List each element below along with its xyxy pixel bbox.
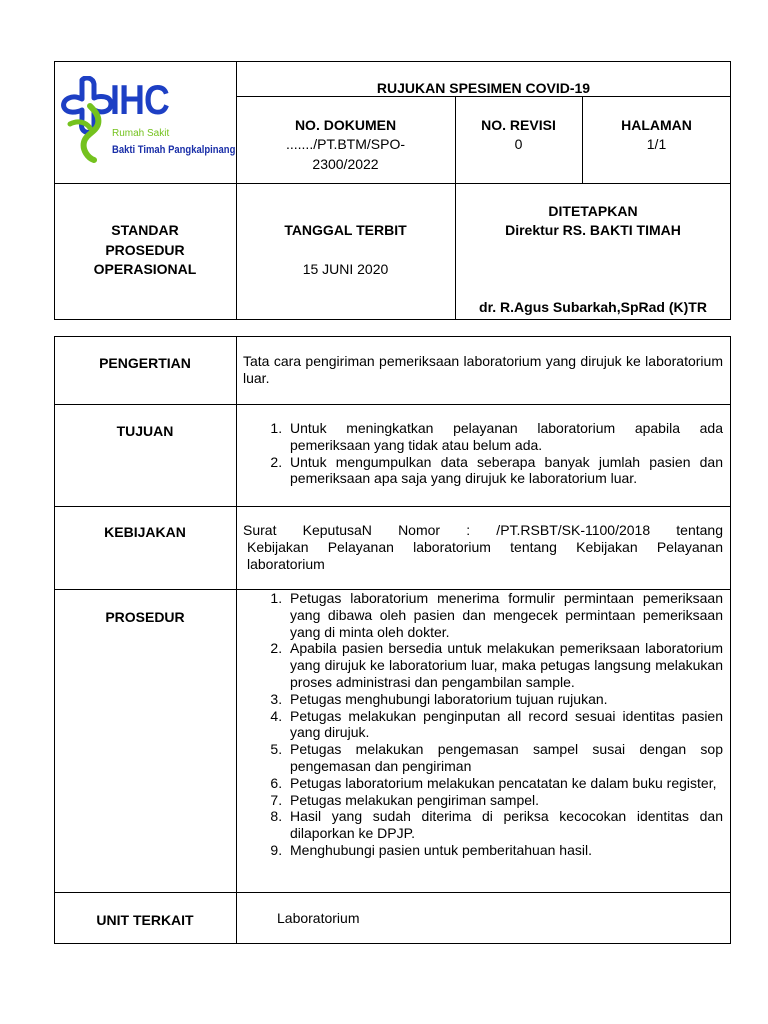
tanggal-terbit-label: TANGGAL TERBIT bbox=[284, 222, 407, 238]
no-dokumen-value-cont: 2300/2022 bbox=[312, 156, 379, 172]
pengertian-text: Tata cara pengiriman pemeriksaan laboratorium yang dirujuk ke laboratorium luar. bbox=[243, 353, 723, 386]
kebijakan-text-line2: Kebijakan Pelayanan laboratorium tentang Kebijakan Pelayanan bbox=[247, 539, 723, 555]
halaman-value: 1/1 bbox=[646, 136, 667, 152]
content-divider bbox=[54, 506, 731, 507]
document-title: RUJUKAN SPESIMEN COVID-19 bbox=[376, 80, 591, 96]
content-divider bbox=[54, 892, 731, 893]
unit-terkait-label: UNIT TERKAIT bbox=[96, 912, 194, 928]
prosedur-list bbox=[261, 590, 723, 859]
no-revisi-value: 0 bbox=[514, 136, 523, 152]
list-item: 1. Petugas laboratorium menerima formulir permintaan pemeriksaan yang dibawa oleh pasien dan mengecek permintaan pemeriksaan yang di minta oleh dokter. bbox=[286, 590, 723, 640]
spo-label-line2: PROSEDUR bbox=[105, 242, 185, 258]
list-item: 5. Petugas melakukan pengemasan sampel susai dengan sop pengemasan dan pengiriman bbox=[286, 741, 723, 775]
hospital-logo bbox=[58, 72, 234, 172]
list-item: 2. Apabila pasien bersedia untuk melakukan pemeriksaan laboratorium yang dirujuk ke laboratorium luar, maka petugas langsung melakukan proses administrasi dan pengambilan sample. bbox=[286, 640, 723, 690]
no-revisi-label: NO. REVISI bbox=[481, 117, 556, 133]
no-dokumen-label: NO. DOKUMEN bbox=[294, 117, 397, 133]
list-item: 1. Untuk meningkatkan pelayanan laboratorium apabila ada pemeriksaan yang tidak atau belum ada. bbox=[286, 420, 723, 454]
logo-brand: IHC bbox=[110, 76, 169, 123]
list-item: 3. Petugas menghubungi laboratorium tujuan rujukan. bbox=[286, 691, 723, 708]
kebijakan-text-line3: laboratorium bbox=[247, 556, 325, 572]
kebijakan-text-line1: Surat KeputusaN Nomor : /PT.RSBT/SK-1100/2018 tentang bbox=[243, 522, 723, 538]
header-divider bbox=[236, 61, 237, 320]
no-dokumen-value: ......./PT.BTM/SPO- bbox=[285, 136, 405, 152]
unit-terkait-value: Laboratorium bbox=[277, 910, 360, 926]
content-divider bbox=[236, 336, 237, 944]
ditetapkan-by: Direktur RS. BAKTI TIMAH bbox=[505, 222, 681, 238]
signatory-name: dr. R.Agus Subarkah,SpRad (K)TR bbox=[479, 299, 707, 315]
spo-label-line3: OPERASIONAL bbox=[93, 261, 197, 277]
list-item: 6. Petugas laboratorium melakukan pencatatan ke dalam buku register, bbox=[286, 775, 723, 792]
tujuan-label: TUJUAN bbox=[116, 423, 174, 439]
spo-label-line1: STANDAR bbox=[111, 222, 179, 238]
list-item: 8. Hasil yang sudah diterima di periksa kecocokan identitas dan dilaporkan ke DPJP. bbox=[286, 808, 723, 842]
list-item: 4. Petugas melakukan penginputan all record sesuai identitas pasien yang dirujuk. bbox=[286, 708, 723, 742]
pengertian-label: PENGERTIAN bbox=[99, 355, 191, 371]
list-item: 2. Untuk mengumpulkan data seberapa banyak jumlah pasien dan pemeriksaan apa saja yang dirujuk ke laboratorium luar. bbox=[286, 454, 723, 488]
tujuan-list bbox=[261, 420, 723, 487]
ditetapkan-label: DITETAPKAN bbox=[548, 203, 638, 219]
tanggal-terbit-value: 15 JUNI 2020 bbox=[302, 261, 389, 277]
ihc-cross-icon bbox=[60, 76, 116, 164]
halaman-label: HALAMAN bbox=[621, 117, 692, 133]
content-divider bbox=[54, 404, 731, 405]
logo-line1: Rumah Sakit bbox=[112, 128, 170, 139]
kebijakan-label: KEBIJAKAN bbox=[104, 524, 186, 540]
prosedur-label: PROSEDUR bbox=[105, 609, 185, 625]
list-item: 7. Petugas melakukan pengiriman sampel. bbox=[286, 792, 723, 809]
header-divider bbox=[54, 183, 731, 184]
logo-line2: Bakti Timah Pangkalpinang bbox=[112, 144, 236, 156]
list-item: 9. Menghubungi pasien untuk pemberitahuan hasil. bbox=[286, 842, 723, 859]
